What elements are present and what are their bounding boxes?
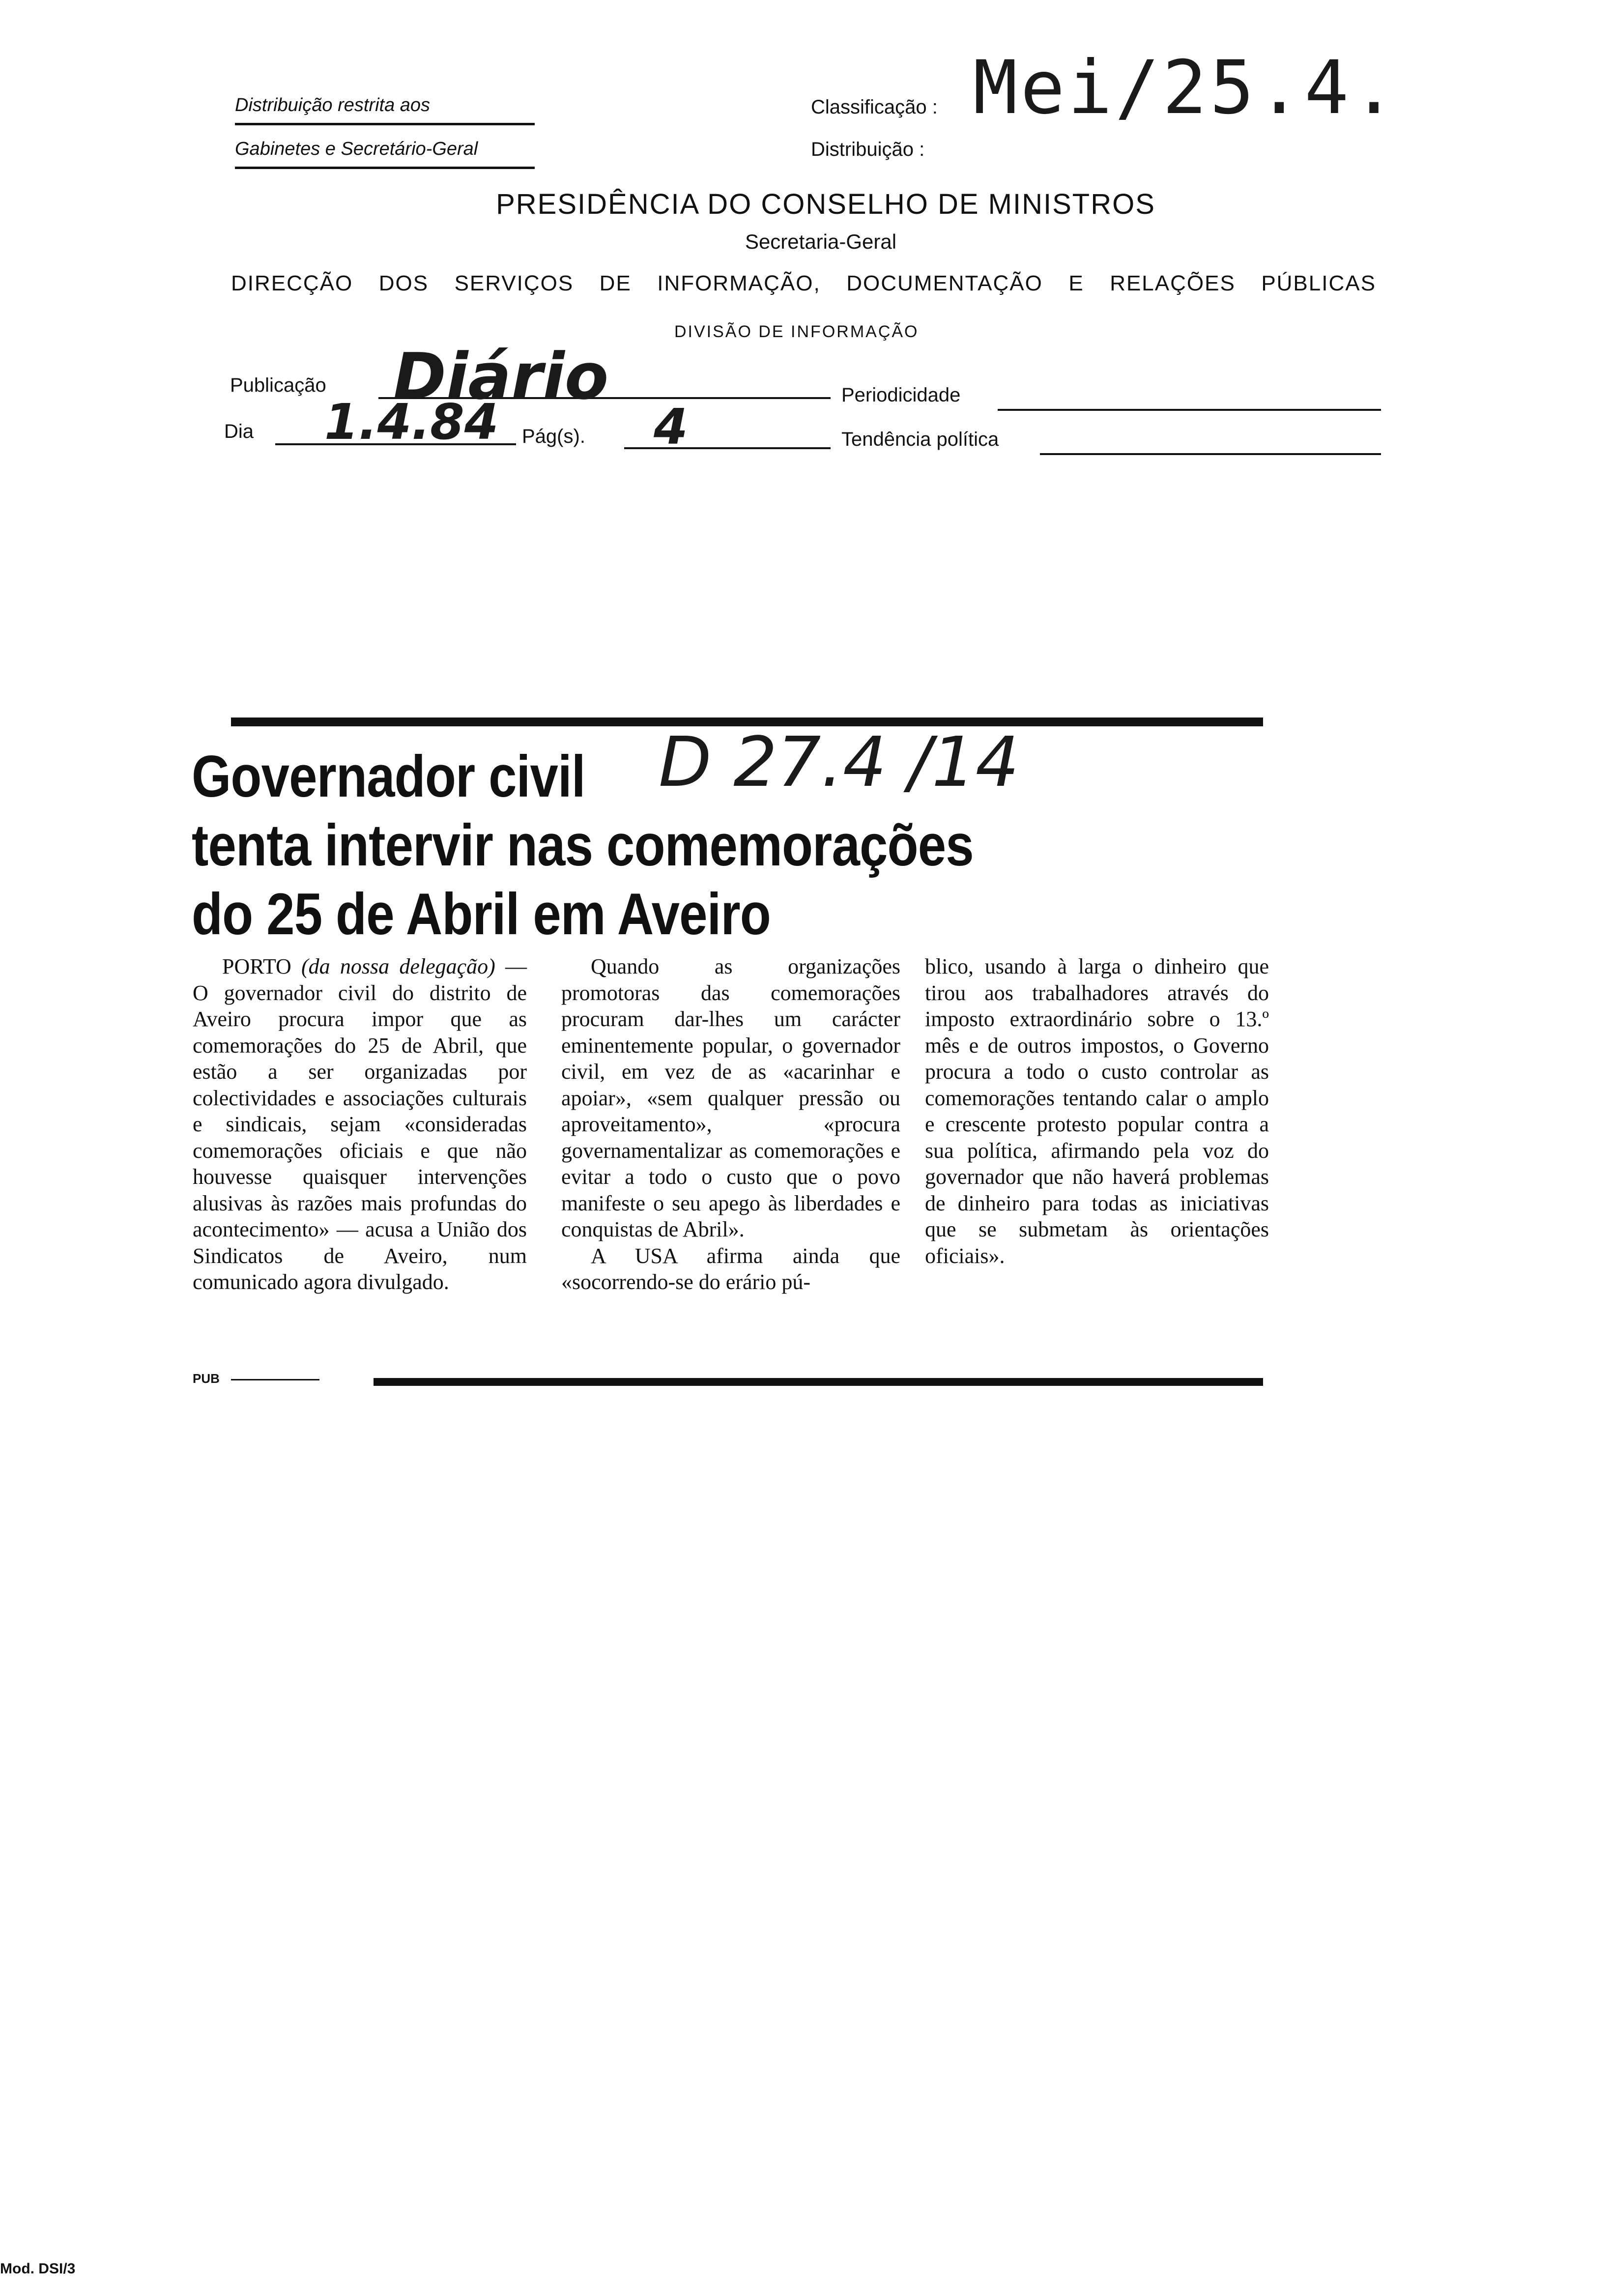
directorate-word: DOCUMENTAÇÃO: [846, 271, 1043, 295]
handwritten-date: D 27.4 /14: [659, 722, 1019, 803]
column-2-paragraph-2: A USA afirma ainda que «socorrendo-se do erário pú-: [561, 1243, 900, 1294]
distribution-note-line-2: Gabinetes e Secretário-Geral: [235, 132, 535, 169]
pub-marker-rule: [231, 1379, 319, 1380]
column-3-text: blico, usando à larga o dinheiro que tirou aos trabalhadores através do imposto extraordinário sobre o 13.º mês e de outros impostos, o Governo procura a todo o custo controlar as comemorações tentando calar o amplo e crescente protesto popular contra a sua política, afirmando pela voz do governador que não haverá problemas de dinheiro para todas as iniciativas que se submetam às orientações oficiais».: [925, 954, 1269, 1268]
pub-marker: PUB: [193, 1371, 220, 1386]
article-column-2: [561, 953, 900, 1295]
headline-line: Governador civil: [192, 744, 585, 809]
directorate-word: DIRECÇÃO: [231, 271, 353, 295]
directorate-title: [231, 271, 1376, 296]
directorate-word: INFORMAÇÃO,: [657, 271, 821, 295]
directorate-word: DOS: [378, 271, 429, 295]
classification-handwritten: Mei/25.4.: [973, 45, 1399, 131]
form-model-code: Mod. DSI/3: [0, 2261, 76, 2277]
dateline: PORTO: [222, 954, 291, 978]
day-label: Dia: [224, 421, 254, 442]
pages-handwritten: 4: [654, 398, 688, 456]
division-title: DIVISÃO DE INFORMAÇÃO: [674, 322, 919, 341]
distribution-note: [235, 88, 535, 176]
secretariat-title: Secretaria-Geral: [745, 230, 897, 253]
organization-title: PRESIDÊNCIA DO CONSELHO DE MINISTROS: [496, 188, 1155, 220]
directorate-word: E: [1068, 271, 1084, 295]
pages-label: Pág(s).: [522, 426, 585, 447]
dateline-source: (da nossa delegação): [301, 954, 495, 978]
directorate-word: PÚBLICAS: [1261, 271, 1376, 295]
column-2-paragraph-1: Quando as organizações promotoras das comemorações procuram dar-lhes um carácter eminentemente popular, o governador civil, em vez de as «acarinhar e apoiar», «sem qualquer pressão ou aproveitamento», «procura governamentalizar as comemorações e evitar a todo o custo que o povo manifeste o seu apego às liberdades e conquistas de Abril».: [561, 954, 900, 1241]
clipping-bottom-rule: [374, 1378, 1263, 1386]
periodicity-field-line: [998, 409, 1381, 411]
directorate-word: SERVIÇOS: [454, 271, 574, 295]
article-column-3: [925, 953, 1269, 1269]
article-column-1: [193, 953, 527, 1295]
day-handwritten: 1.4.84: [324, 393, 499, 451]
political-tendency-field-line: [1040, 453, 1381, 455]
directorate-word: RELAÇÕES: [1110, 271, 1236, 295]
distribution-label: Distribuição :: [811, 139, 925, 160]
periodicity-label: Periodicidade: [841, 384, 961, 406]
publication-handwritten: Diário: [393, 339, 609, 414]
political-tendency-label: Tendência política: [841, 429, 999, 450]
column-1-text: — O governador civil do distrito de Aveiro procura impor que as comemorações do 25 de Abril, que estão a ser organizadas por colectividades e associações culturais e sindicais, sejam «consideradas comemorações oficiais e que não houvesse quaisquer intervenções alusivas às razões mais profundas do acontecimento» — acusa a União dos Sindicatos de Aveiro, num comunicado agora divulgado.: [193, 954, 527, 1294]
headline-line: do 25 de Abril em Aveiro: [192, 881, 771, 947]
classification-label: Classificação :: [811, 96, 938, 118]
directorate-word: DE: [599, 271, 632, 295]
distribution-note-line-1: Distribuição restrita aos: [235, 88, 535, 125]
publication-label: Publicação: [230, 374, 326, 396]
headline-line: tenta intervir nas comemorações: [192, 812, 974, 878]
